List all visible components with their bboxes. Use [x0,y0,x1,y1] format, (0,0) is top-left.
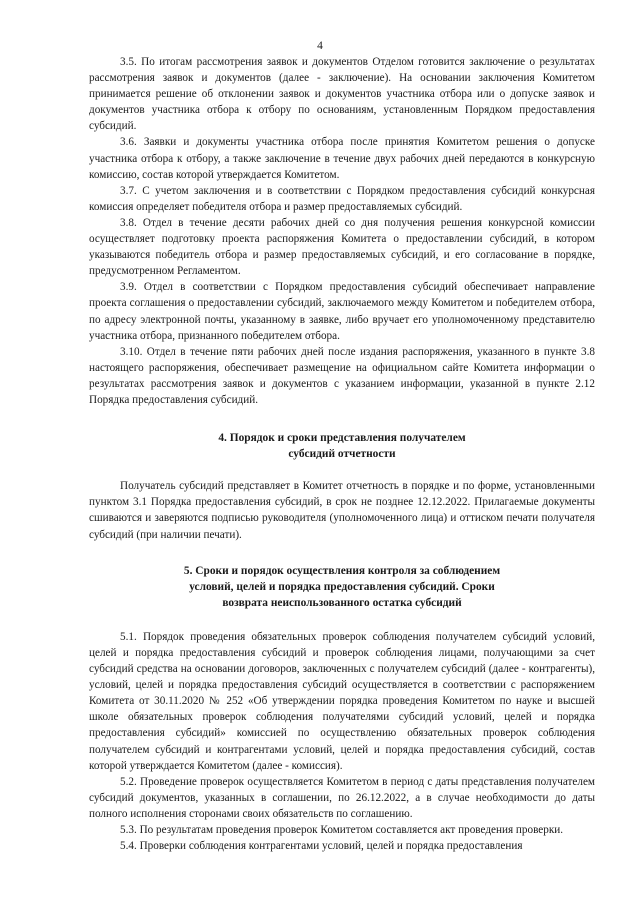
paragraph-5-4: 5.4. Проверки соблюдения контрагентами условий, целей и порядка предоставления [120,840,523,853]
paragraph-3-5: 3.5. По итогам рассмотрения заявок и документов Отделом готовится заключение о результатах рассмотрения заявок и документов (далее - заключение). На основании заключения Комитетом принимается решение об отклонении заявок и документов участника отбора или о допуске заявок и документов участника отбора к отбору по основаниям, установленным Порядком предоставления субсидий. [89,56,595,133]
document-body [89,54,595,854]
section-5-heading-line-2: условий, целей и порядка предоставления субсидий. Сроки [189,580,495,593]
section-5-heading-line-1: 5. Сроки и порядок осуществления контроля за соблюдением [183,564,501,577]
section-4-paragraph: Получатель субсидий представляет в Комитет отчетность в порядке и по форме, установленными пунктом 3.1 Порядка предоставления субсидий, в срок не позднее 12.12.2022. Прилагаемые документы сшиваются и заверяются подписью руководителя (уполномоченного лица) и оттиском печати получателя субсидий (при наличии печати). [89,480,595,541]
paragraph-5-1: 5.1. Порядок проведения обязательных проверок соблюдения получателем субсидий условий, целей и порядка предоставления субсидий и проверок соблюдения лицами, получающими за счет субсидий средства на основании договоров, заключенных с получателем субсидий (далее - контрагенты), условий, целей и порядка предоставления субсидий осуществляется в соответствии с распоряжением Комитета от 30.11.2020 № 252 «Об утверждении порядка проведения Комитетом по науке и высшей школе обязательных проверок соблюдения получателями субсидий условий, целей и порядка предоставления субсидий» комиссией по осуществлению обязательных проверок соблюдения получателем субсидий и контрагентами условий, целей и порядка предоставления субсидий, состав которой утверждается Комитетом (далее - комиссия). [89,630,595,772]
paragraph-5-2: 5.2. Проведение проверок осуществляется Комитетом в период с даты представления получателем субсидий документов, указанных в соглашении, по 26.12.2022, а в случае необходимости до даты полного исполнения сторонами своих обязательств по соглашению. [89,775,595,820]
paragraph-3-7: 3.7. С учетом заключения и в соответствии с Порядком предоставления субсидий конкурсная комиссия определяет победителя отбора и размер предоставляемых субсидий. [89,184,595,213]
page-number: 4 [317,40,323,52]
section-4-heading-line-2: субсидий отчетности [288,448,396,461]
paragraph-5-3: 5.3. По результатам проведения проверок Комитетом составляется акт проведения проверки. [120,824,564,837]
paragraph-3-6: 3.6. Заявки и документы участника отбора после принятия Комитетом решения о допуске участника отбора к отбору, а также заключение в течение двух рабочих дней передаются в конкурсную комиссию, состав которой утверждается Комитетом. [89,136,595,181]
paragraph-3-8: 3.8. Отдел в течение десяти рабочих дней со дня получения решения конкурсной комиссии осуществляет подготовку проекта распоряжения Комитета о предоставлении субсидий, в котором указываются победитель отбора и размер предоставляемых субсидий, и его согласование в порядке, предусмотренном Регламентом. [89,216,595,278]
section-5-heading-line-3: возврата неиспользованного остатка субсидий [222,596,462,609]
paragraph-3-10: 3.10. Отдел в течение пяти рабочих дней после издания распоряжения, указанного в пункте 3.8 настоящего распоряжения, обеспечивает размещение на официальном сайте Комитета информации о результатах рассмотрения заявок и документов с указанием информации, указанной в пункте 2.12 Порядка предоставления субсидий. [89,345,595,406]
section-4-heading-line-1: 4. Порядок и сроки представления получателем [218,432,466,445]
paragraph-3-9: 3.9. Отдел в соответствии с Порядком предоставления субсидий обеспечивает направление проекта соглашения о предоставлении субсидий, заключаемого между Комитетом и победителем отбора, по адресу электронной почты, указанному в заявке, либо вручает его уполномоченному представителю участника отбора, признанного победителем отбора. [89,281,595,342]
